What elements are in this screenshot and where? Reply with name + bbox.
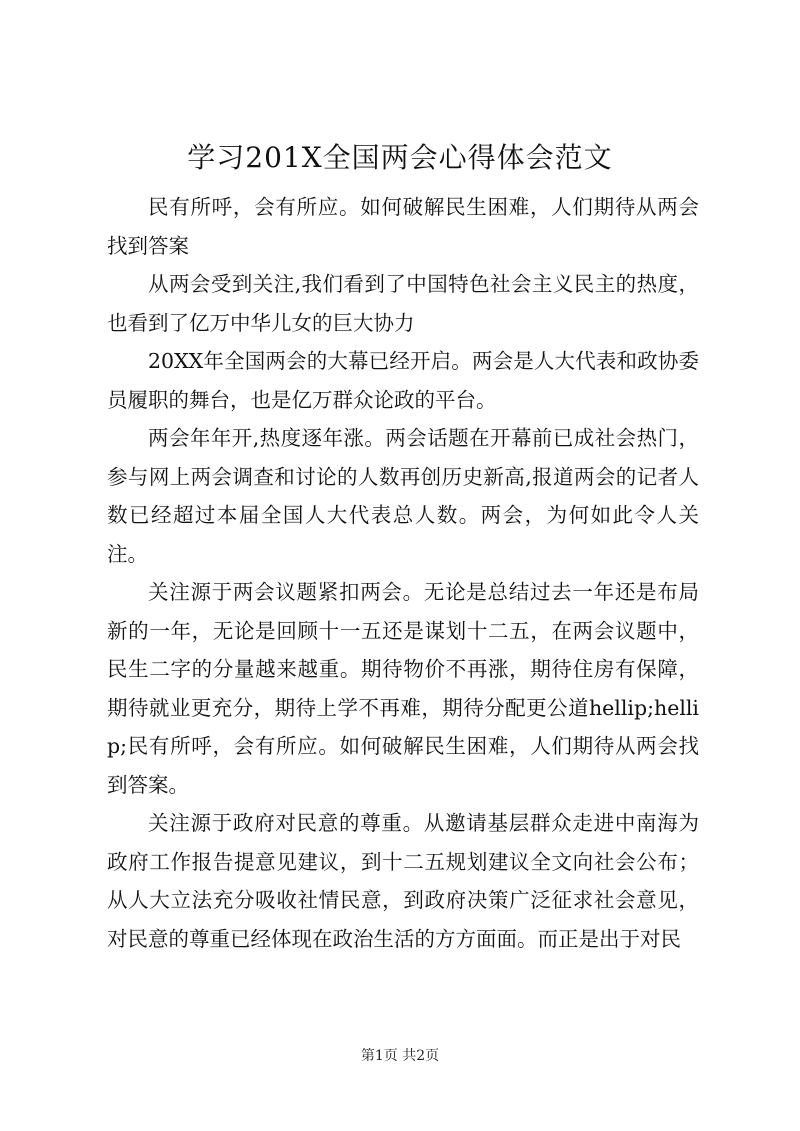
paragraph-3: 20XX年全国两会的大幕已经开启。两会是人大代表和政协委员履职的舞台，也是亿万群众论政的平台。 — [107, 349, 699, 412]
paragraph-1: 民有所呼，会有所应。如何破解民生困难，人们期待从两会找到答案 — [107, 195, 699, 258]
paragraph-4: 两会年年开,热度逐年涨。两会话题在开幕前已成社会热门，参与网上两会调查和讨论的人数再创历史新高,报道两会的记者人数已经超过本届全国人大代表总人数。两会，为何如此令人关注。 — [107, 426, 699, 566]
document-body — [107, 188, 699, 958]
paragraph-5: 关注源于两会议题紧扣两会。无论是总结过去一年还是布局新的一年，无论是回顾十一五还是谋划十二五，在两会议题中，民生二字的分量越来越重。期待物价不再涨，期待住房有保障，期待就业更充分，期待上学不再难，期待分配更公道hellip;hellip;民有所呼，会有所应。如何破解民生困难，人们期待从两会找到答案。 — [107, 580, 699, 797]
paragraph-2: 从两会受到关注,我们看到了中国特色社会主义民主的热度，也看到了亿万中华儿女的巨大协力 — [107, 272, 699, 335]
document-title: 学习201X全国两会心得体会范文 — [187, 141, 613, 174]
paragraph-6: 关注源于政府对民意的尊重。从邀请基层群众走进中南海为政府工作报告提意见建议，到十二五规划建议全文向社会公布；从人大立法充分吸收社情民意，到政府决策广泛征求社会意见，对民意的尊重已经体现在政治生活的方方面面。而正是出于对民 — [107, 811, 699, 951]
page-footer: 第1页 共2页 — [360, 1048, 440, 1064]
